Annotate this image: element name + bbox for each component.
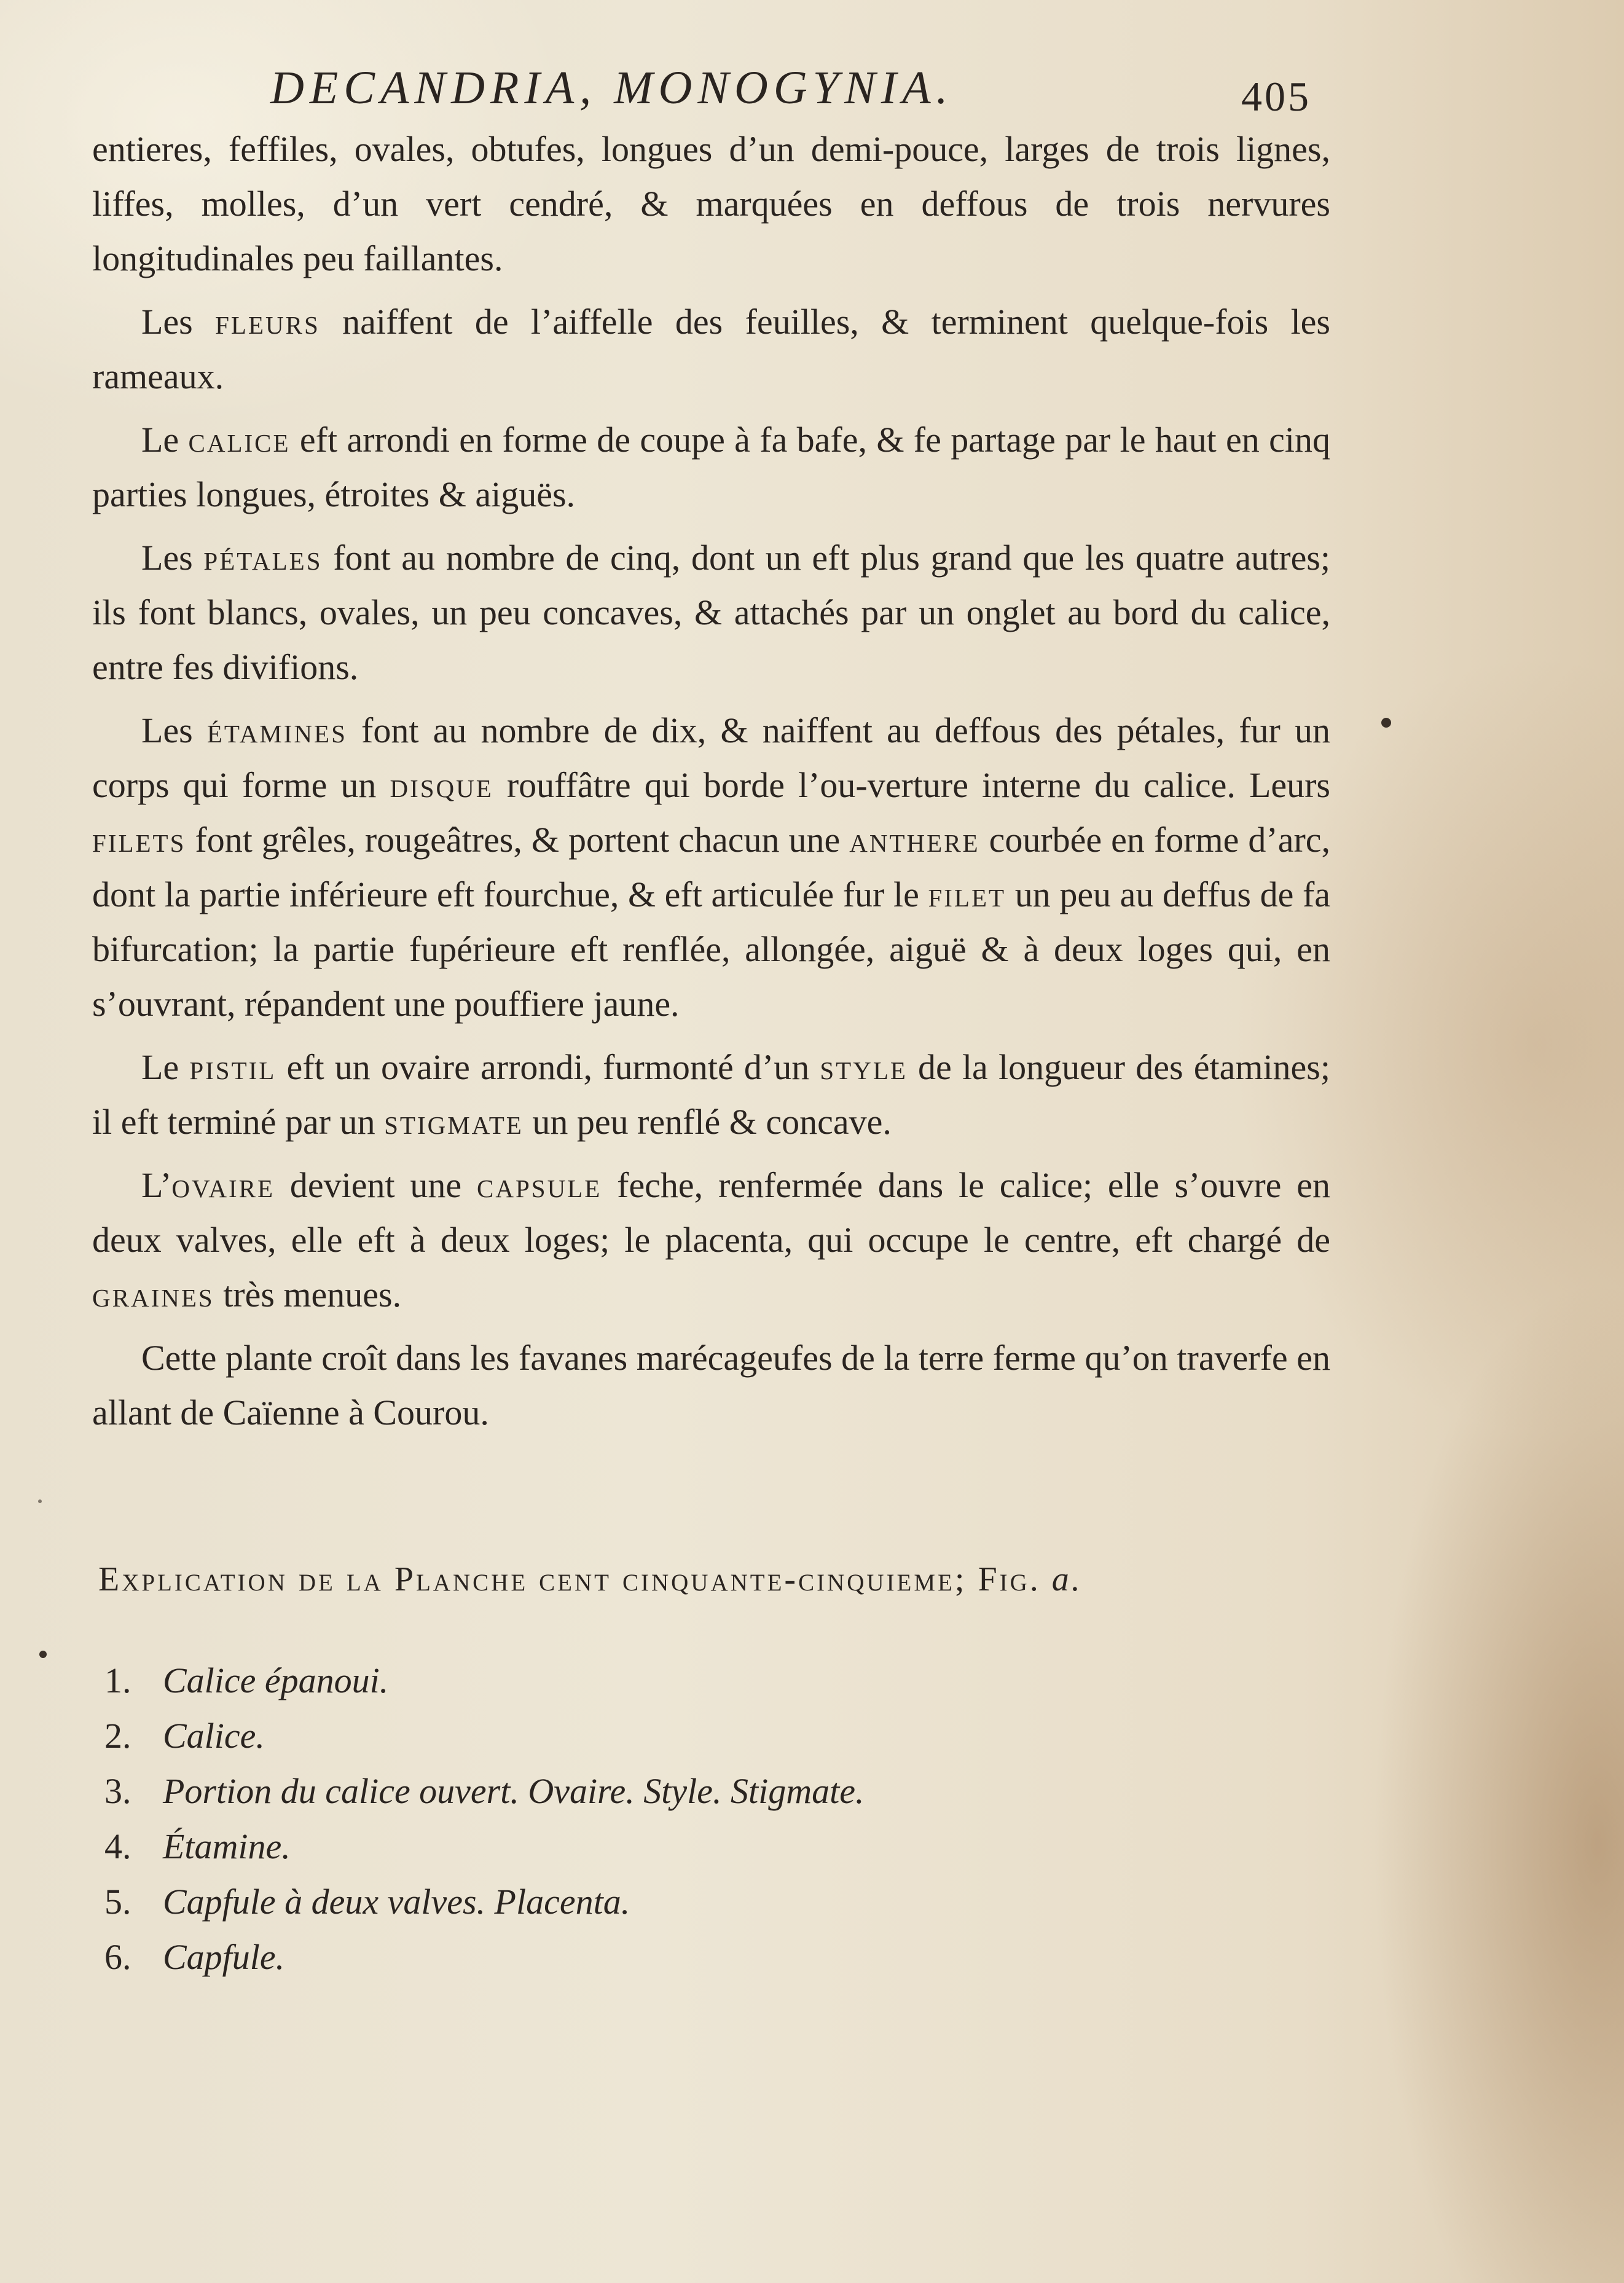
- paragraph: [92, 530, 1330, 694]
- paragraph-text: font au nombre de dix, & naiffent au deffous des pétales, fur un corps qui forme un: [92, 710, 1330, 805]
- figure-legend-item: [104, 1764, 1333, 1819]
- paragraph: [92, 1158, 1330, 1322]
- plate-figure-letter: a.: [1051, 1560, 1083, 1598]
- paragraph-text: eft arrondi en forme de coupe à fa bafe, & fe partage par le haut en cinq parties longues, étroites & aiguës.: [92, 420, 1331, 514]
- ink-speck: [39, 1651, 47, 1658]
- ink-speck: [38, 1499, 42, 1503]
- paragraph-text: un peu au deffus de fa bifurcation; la partie fupérieure eft renflée, allongée, aiguë & à deux loges qui, en s’ouvrant, répandent une pouffiere jaune.: [92, 874, 1330, 1024]
- paragraph-text: devient une: [275, 1165, 477, 1205]
- figure-number: 4.: [104, 1826, 131, 1866]
- botanical-term: filet: [928, 874, 1006, 914]
- paragraph-text: naiffent de l’aiffelle des feuilles, & terminent quelque-fois les rameaux.: [92, 302, 1330, 396]
- figure-legend-item: [104, 1930, 1333, 1985]
- paragraph-text: Le: [141, 1047, 190, 1087]
- botanical-term: graines: [92, 1275, 214, 1314]
- paragraph-text: Les: [141, 710, 207, 750]
- figure-description: Capfule.: [163, 1937, 285, 1977]
- botanical-term: pétales: [203, 538, 323, 578]
- figure-description: Portion du calice ouvert. Ovaire. Style. Stigmate.: [163, 1771, 865, 1811]
- figure-number: 1.: [104, 1660, 131, 1700]
- figure-number: 3.: [104, 1771, 131, 1811]
- paragraph-text: eft un ovaire arrondi, furmonté d’un: [276, 1047, 820, 1087]
- figure-number: 2.: [104, 1716, 131, 1756]
- paragraph-text: font grêles, rougeâtres, & portent chacun une: [186, 820, 850, 860]
- botanical-term: stigmate: [384, 1102, 524, 1142]
- paragraph: [92, 412, 1330, 522]
- botanical-term: ovaire: [171, 1165, 275, 1205]
- plate-explanation-text: Explication de la Planche cent cinquante-cinquieme; Fig.: [98, 1560, 1041, 1598]
- botanical-term: filets: [92, 820, 186, 860]
- paragraph-text: Les: [141, 538, 204, 578]
- ink-speck: [1381, 718, 1391, 728]
- paragraph: [92, 122, 1330, 286]
- paragraph-text: Le: [141, 420, 189, 460]
- paragraph: [92, 1330, 1330, 1440]
- paragraph: [92, 703, 1330, 1031]
- page-number: 405: [1241, 73, 1311, 120]
- figure-description: Calice.: [163, 1716, 265, 1756]
- body-text: [92, 122, 1330, 1448]
- figure-number: 5.: [104, 1882, 131, 1922]
- figure-description: Calice épanoui.: [163, 1660, 389, 1700]
- paragraph: [92, 1040, 1330, 1149]
- running-header: [270, 54, 1364, 122]
- botanical-term: capsule: [477, 1165, 602, 1205]
- paragraph-text: font au nombre de cinq, dont un eft plus grand que les quatre autres; ils font blancs, ovales, un peu concaves, & attachés par un onglet au bord du calice, entre fes divifions.: [92, 538, 1330, 687]
- figure-description: Capfule à deux valves. Placenta.: [163, 1882, 630, 1922]
- botanical-term: étamines: [206, 710, 347, 750]
- paragraph-text: feche, renfermée dans le calice; elle s’ouvre en deux valves, elle eft à deux loges; le placenta, qui occupe le centre, eft chargé de: [92, 1165, 1330, 1260]
- paragraph-text: L’: [141, 1165, 172, 1205]
- figure-legend-list: [104, 1653, 1333, 1985]
- paragraph-text: très menues.: [214, 1275, 402, 1314]
- figure-legend-item: [104, 1653, 1333, 1708]
- botanical-term: pistil: [189, 1047, 277, 1087]
- botanical-term: disque: [390, 765, 493, 805]
- botanical-term: fleurs: [215, 302, 320, 342]
- botanical-term: style: [820, 1047, 908, 1087]
- paragraph-text: rouffâtre qui borde l’ou-verture interne du calice. Leurs: [493, 765, 1330, 805]
- figure-number: 6.: [104, 1937, 131, 1977]
- paragraph: [92, 294, 1330, 404]
- paragraph-text: un peu renflé & concave.: [523, 1102, 892, 1142]
- botanical-term: calice: [188, 420, 291, 460]
- figure-description: Étamine.: [163, 1826, 291, 1866]
- figure-legend-item: [104, 1819, 1333, 1874]
- paragraph-text: Les: [141, 302, 216, 342]
- paragraph-text: entieres, feffiles, ovales, obtufes, longues d’un demi-pouce, larges de trois lignes, liffes, molles, d’un vert cendré, & marquées en deffous de trois nervures longitudinales peu faillantes.: [92, 129, 1330, 278]
- figure-legend-item: [104, 1874, 1333, 1930]
- header-title: DECANDRIA, MONOGYNIA.: [270, 62, 954, 114]
- plate-explanation-heading: [98, 1555, 1340, 1604]
- paragraph-text: de la longueur des étamines; il eft terminé par un: [92, 1047, 1330, 1142]
- paragraph-text: Cette plante croît dans les favanes marécageufes de la terre ferme qu’on traverfe en allant de Caïenne à Courou.: [92, 1338, 1330, 1432]
- figure-legend-item: [104, 1708, 1333, 1764]
- paragraph-text: courbée en forme d’arc, dont la partie inférieure eft fourchue, & eft articulée fur le: [92, 820, 1330, 914]
- botanical-term: anthere: [849, 820, 980, 860]
